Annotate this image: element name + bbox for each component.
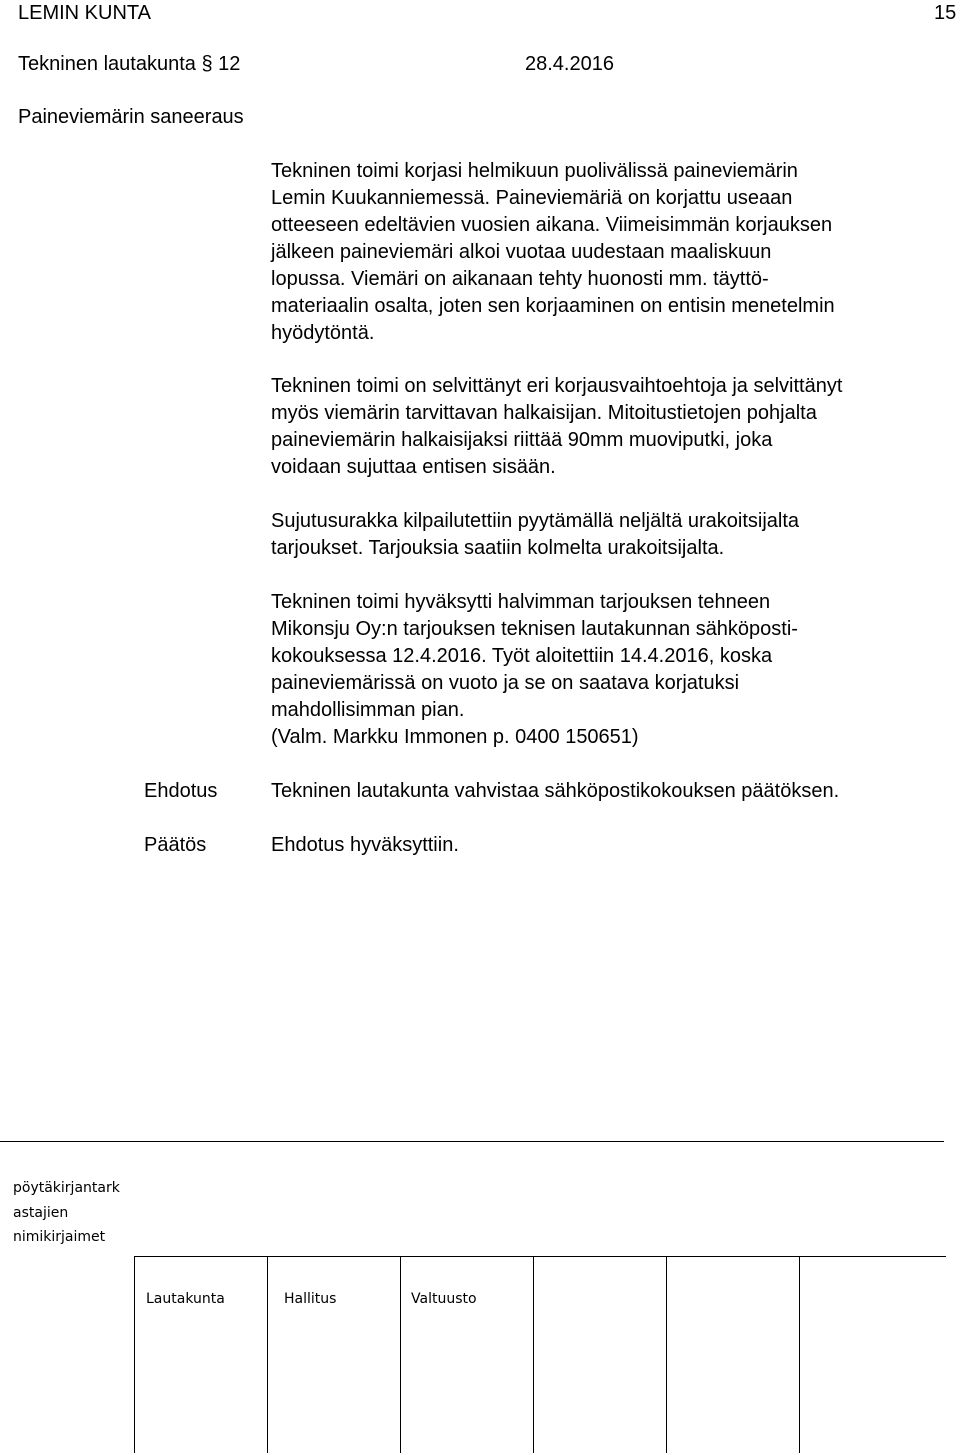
meeting-date: 28.4.2016 — [525, 53, 614, 75]
text-line: materiaalin osalta, joten sen korjaaminen on entisin menetelmin — [271, 295, 835, 317]
decision-text: Ehdotus hyväksyttiin. — [271, 834, 459, 856]
text-line: voidaan sujuttaa entisen sisään. — [271, 456, 556, 478]
column-label-hallitus: Hallitus — [284, 1291, 337, 1307]
paragraph-3 — [271, 508, 799, 562]
text-line: jälkeen paineviemäri alkoi vuotaa uudestaan maaliskuun — [271, 241, 772, 263]
table-column-divider — [533, 1257, 534, 1453]
table-column-divider — [799, 1257, 800, 1453]
text-line: Lemin Kuukanniemessä. Paineviemäriä on korjattu useaan — [271, 187, 793, 209]
text-line: Sujutusurakka kilpailutettiin pyytämällä neljältä urakoitsijalta — [271, 510, 800, 532]
text-line: Tekninen toimi on selvittänyt eri korjausvaihtoehtoja ja selvittänyt — [271, 375, 843, 397]
paragraph-1 — [271, 158, 835, 347]
municipality-name: LEMIN KUNTA — [18, 2, 151, 24]
text-line: Mikonsju Oy:n tarjouksen teknisen lautakunnan sähköposti- — [271, 618, 798, 640]
footer-divider — [0, 1141, 944, 1142]
initials-label-line: nimikirjaimet — [13, 1229, 106, 1245]
column-label-lautakunta: Lautakunta — [146, 1291, 225, 1307]
column-label-valtuusto: Valtuusto — [411, 1291, 477, 1307]
initials-label — [13, 1176, 120, 1250]
paragraph-4 — [271, 589, 798, 751]
proposal-label: Ehdotus — [144, 780, 218, 802]
initials-table — [134, 1256, 946, 1453]
text-line: mahdollisimman pian. — [271, 699, 465, 721]
text-line: lopussa. Viemäri on aikanaan tehty huonosti mm. täyttö- — [271, 268, 769, 290]
paragraph-2 — [271, 373, 842, 481]
text-line: otteeseen edeltävien vuosien aikana. Viimeisimmän korjauksen — [271, 214, 833, 236]
table-column-divider — [666, 1257, 667, 1453]
proposal-text: Tekninen lautakunta vahvistaa sähköpostikokouksen päätöksen. — [271, 780, 840, 802]
text-line: kokouksessa 12.4.2016. Työt aloitettiin 14.4.2016, koska — [271, 645, 773, 667]
text-line: tarjoukset. Tarjouksia saatiin kolmelta urakoitsijalta. — [271, 537, 725, 559]
initials-label-line: astajien — [13, 1204, 69, 1221]
initials-label-line: pöytäkirjantark — [13, 1180, 120, 1196]
text-line: Tekninen toimi korjasi helmikuun puolivälissä paineviemärin — [271, 160, 798, 182]
committee-section: Tekninen lautakunta § 12 — [18, 53, 241, 75]
text-line: paineviemärin halkaisijaksi riittää 90mm muoviputki, joka — [271, 429, 773, 451]
table-column-divider — [400, 1257, 401, 1453]
text-line: paineviemärissä on vuoto ja se on saatava korjatuksi — [271, 672, 740, 694]
text-line: (Valm. Markku Immonen p. 0400 150651) — [271, 726, 639, 748]
table-column-divider — [267, 1257, 268, 1453]
text-line: hyödytöntä. — [271, 322, 375, 344]
text-line: myös viemärin tarvittavan halkaisijan. Mitoitustietojen pohjalta — [271, 402, 817, 424]
page-number: 15 — [934, 2, 957, 24]
decision-label: Päätös — [144, 834, 207, 856]
subject-title: Paineviemärin saneeraus — [18, 106, 244, 128]
text-line: Tekninen toimi hyväksytti halvimman tarjouksen tehneen — [271, 591, 771, 613]
